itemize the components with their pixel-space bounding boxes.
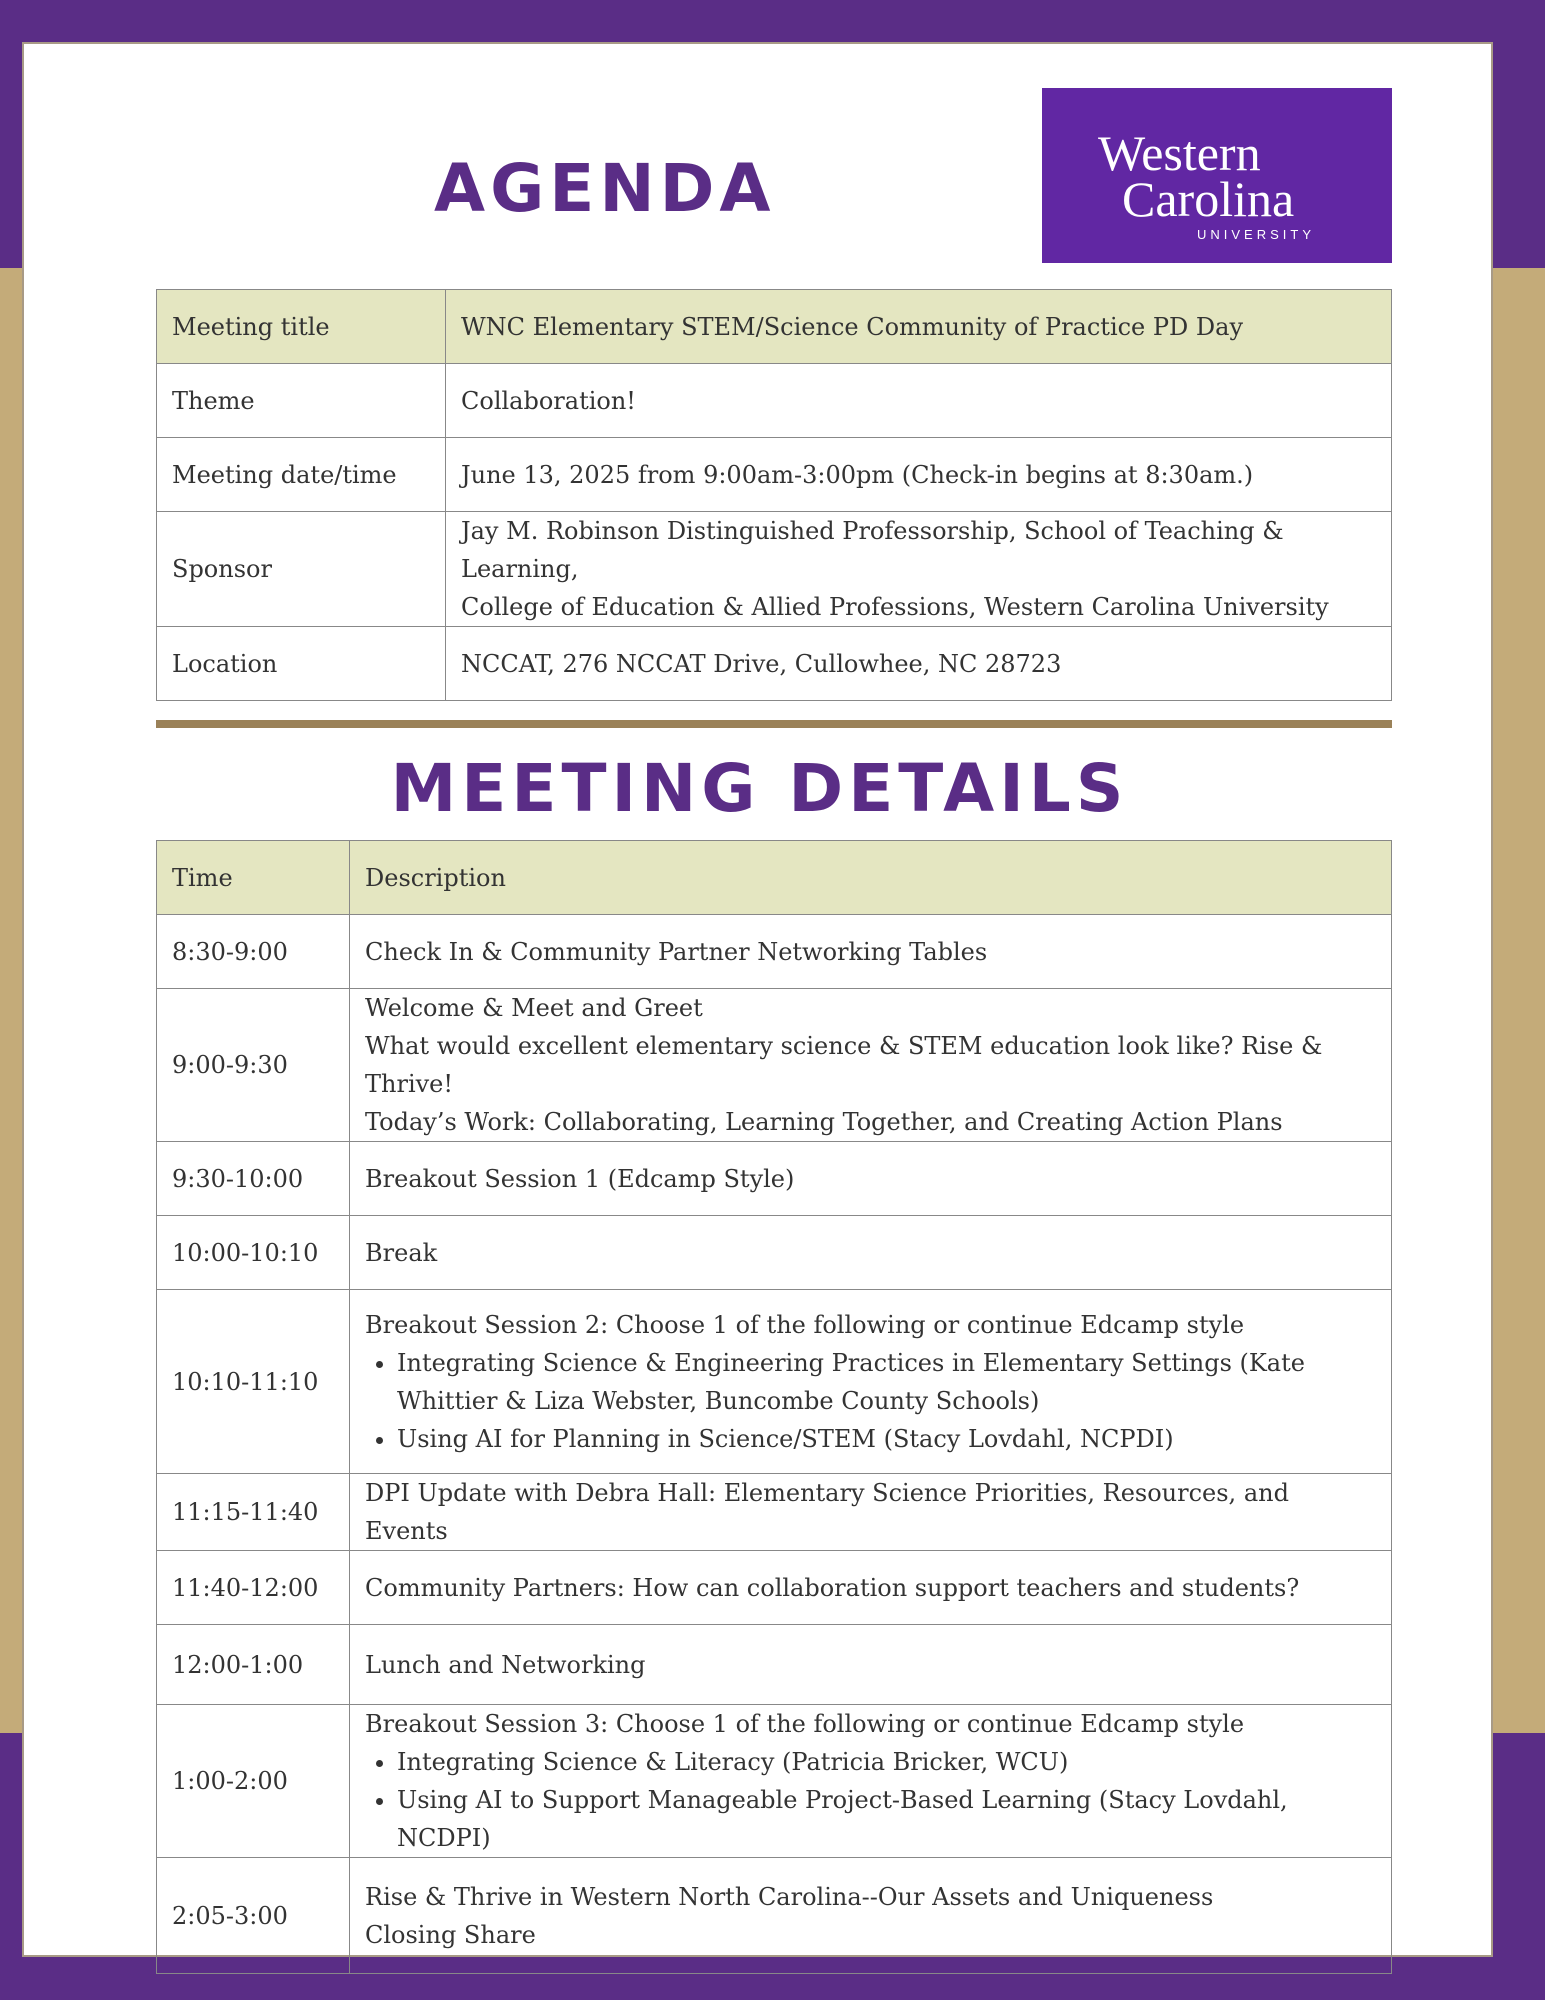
description-line: Check In & Community Partner Networking Tables xyxy=(365,937,988,966)
schedule-description xyxy=(350,1216,1392,1290)
sponsor-label: Sponsor xyxy=(157,512,446,627)
description-line: Breakout Session 2: Choose 1 of the following or continue Edcamp style xyxy=(365,1310,1245,1339)
session-option: • Using AI for Planning in Science/STEM (Stacy Lovdahl, NCPDI) xyxy=(397,1420,1376,1458)
session-option-list xyxy=(365,1344,1376,1458)
schedule-time: 9:00-9:30 xyxy=(157,989,350,1142)
description-line: Break xyxy=(365,1238,438,1267)
time-column-header: Time xyxy=(157,841,350,915)
agenda-page xyxy=(22,42,1493,1957)
meeting-info-table xyxy=(156,289,1392,701)
description-line: DPI Update with Debra Hall: Elementary Science Priorities, Resources, and Events xyxy=(365,1479,1289,1545)
session-option-list xyxy=(365,1743,1376,1857)
schedule-table xyxy=(156,840,1392,1974)
schedule-time: 8:30-9:00 xyxy=(157,915,350,989)
description-line: Welcome & Meet and Greet xyxy=(365,994,703,1022)
schedule-description xyxy=(350,1625,1392,1705)
logo-line-carolina: Carolina xyxy=(1122,171,1295,227)
schedule-row xyxy=(157,1551,1392,1625)
schedule-description xyxy=(350,1858,1392,1974)
schedule-row xyxy=(157,1290,1392,1474)
session-option: • Integrating Science & Literacy (Patricia Bricker, WCU) xyxy=(397,1743,1376,1781)
description-line: Today’s Work: Collaborating, Learning Together, and Creating Action Plans xyxy=(365,1108,1283,1136)
schedule-row xyxy=(157,1705,1392,1858)
schedule-time: 9:30-10:00 xyxy=(157,1142,350,1216)
schedule-row xyxy=(157,915,1392,989)
meeting-title-value: WNC Elementary STEM/Science Community of Practice PD Day xyxy=(446,290,1392,364)
logo-line-western: Western xyxy=(1098,125,1261,181)
sponsor-line-1: Jay M. Robinson Distinguished Professorship, School of Teaching & Learning, xyxy=(461,517,1284,583)
schedule-time: 12:00-1:00 xyxy=(157,1625,350,1705)
schedule-description xyxy=(350,1551,1392,1625)
schedule-row xyxy=(157,1858,1392,1974)
description-column-header: Description xyxy=(350,841,1392,915)
description-line: Lunch and Networking xyxy=(365,1650,646,1679)
schedule-description xyxy=(350,989,1392,1142)
location-value: NCCAT, 276 NCCAT Drive, Cullowhee, NC 28723 xyxy=(446,627,1392,701)
theme-label: Theme xyxy=(157,364,446,438)
description-line: Closing Share xyxy=(365,1920,536,1949)
session-option: • Using AI to Support Manageable Project-Based Learning (Stacy Lovdahl, NCDPI) xyxy=(397,1781,1376,1857)
wcu-logo-graphic xyxy=(1042,88,1392,263)
logo-line-university: UNIVERSITY xyxy=(1197,227,1316,242)
theme-row xyxy=(157,364,1392,438)
schedule-time: 11:40-12:00 xyxy=(157,1551,350,1625)
schedule-time: 1:00-2:00 xyxy=(157,1705,350,1858)
description-line: Community Partners: How can collaboration support teachers and students? xyxy=(365,1573,1300,1602)
schedule-row xyxy=(157,1625,1392,1705)
description-line: Breakout Session 3: Choose 1 of the following or continue Edcamp style xyxy=(365,1710,1245,1738)
wcu-logo xyxy=(1042,88,1392,263)
location-row xyxy=(157,627,1392,701)
sponsor-value xyxy=(446,512,1392,627)
schedule-time: 2:05-3:00 xyxy=(157,1858,350,1974)
description-line: Rise & Thrive in Western North Carolina--Our Assets and Uniqueness xyxy=(365,1882,1214,1911)
schedule-row xyxy=(157,989,1392,1142)
meeting-title-row xyxy=(157,290,1392,364)
schedule-row xyxy=(157,1142,1392,1216)
schedule-time: 10:10-11:10 xyxy=(157,1290,350,1474)
schedule-header-row xyxy=(157,841,1392,915)
agenda-heading: AGENDA xyxy=(434,150,776,227)
location-label: Location xyxy=(157,627,446,701)
sponsor-line-2: College of Education & Allied Professions, Western Carolina University xyxy=(461,593,1329,621)
schedule-description xyxy=(350,1290,1392,1474)
session-option: • Integrating Science & Engineering Practices in Elementary Settings (Kate Whittier & Liza Webster, Buncombe County Schools) xyxy=(397,1344,1376,1420)
date-time-row xyxy=(157,438,1392,512)
sponsor-row xyxy=(157,512,1392,627)
theme-value: Collaboration! xyxy=(446,364,1392,438)
date-time-value: June 13, 2025 from 9:00am-3:00pm (Check-in begins at 8:30am.) xyxy=(446,438,1392,512)
schedule-time: 11:15-11:40 xyxy=(157,1474,350,1551)
description-line: Breakout Session 1 (Edcamp Style) xyxy=(365,1164,795,1193)
section-divider xyxy=(156,720,1392,728)
schedule-row xyxy=(157,1474,1392,1551)
date-time-label: Meeting date/time xyxy=(157,438,446,512)
meeting-details-heading: MEETING DETAILS xyxy=(390,750,1129,827)
meeting-title-label: Meeting title xyxy=(157,290,446,364)
schedule-description xyxy=(350,915,1392,989)
description-line: What would excellent elementary science & STEM education look like? Rise & Thrive! xyxy=(365,1032,1323,1098)
schedule-time: 10:00-10:10 xyxy=(157,1216,350,1290)
schedule-description xyxy=(350,1474,1392,1551)
schedule-row xyxy=(157,1216,1392,1290)
schedule-description xyxy=(350,1705,1392,1858)
schedule-description xyxy=(350,1142,1392,1216)
